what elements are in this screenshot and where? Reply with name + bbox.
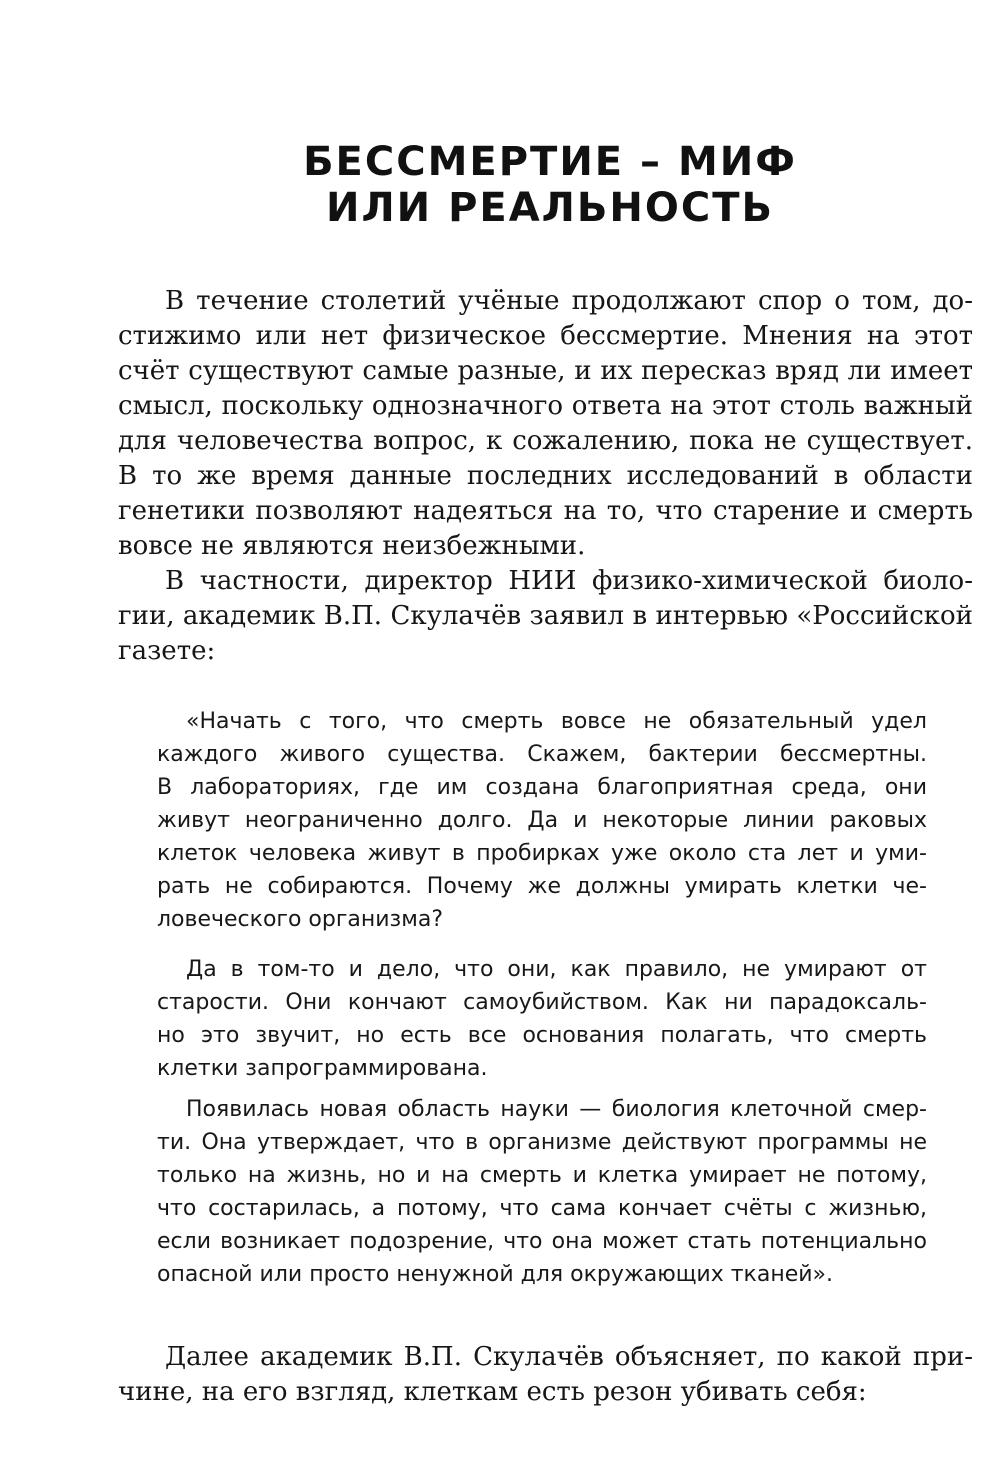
quote-line: рать не собираются. Почему же должны умирать клетки че- (157, 874, 927, 899)
text-line: стижимо или нет физическое бессмертие. Мнения на этот (118, 321, 973, 351)
text-line: В течение столетий учёные продолжают спор о том, до- (165, 286, 973, 316)
text-line: газете: (118, 636, 216, 666)
quote-line: Да в том-то и дело, что они, как правило, не умирают от (186, 957, 927, 982)
chapter-title-line-2: ИЛИ РЕАЛЬНОСТЬ (325, 185, 775, 231)
quote-line: каждого живого существа. Скажем, бактерии бессмертны. (157, 742, 927, 767)
chapter-title-line-1: БЕССМЕРТИЕ – МИФ (303, 139, 797, 185)
text-line: счёт существуют самые разные, и их пересказ вряд ли имеет (118, 356, 973, 386)
text-line: В то же время данные последних исследований в области (118, 461, 973, 491)
text-line: для человечества вопрос, к сожалению, пока не существует. (118, 426, 973, 456)
quote-line: живут неограниченно долго. Да и некоторые линии раковых (157, 808, 927, 833)
quote-line: опасной или просто ненужной для окружающих тканей». (157, 1262, 833, 1287)
text-line: Далее академик В.П. Скулачёв объясняет, по какой при- (165, 1342, 973, 1372)
text-line: генетики позволяют надеяться на то, что старение и смерть (118, 496, 973, 526)
quote-line: только на жизнь, но и на смерть и клетка умирает не потому, (157, 1163, 927, 1188)
quote-line: Появилась новая область науки — биология клеточной смер- (186, 1097, 927, 1122)
quote-line: ловеческого организма? (157, 907, 444, 932)
quote-line: что состарилась, а потому, что сама кончает счёты с жизнью, (157, 1196, 927, 1221)
text-line: смысл, поскольку однозначного ответа на этот столь важный (118, 391, 973, 421)
text-line: В частности, директор НИИ физико-химической биоло- (165, 566, 973, 596)
quote-line: старости. Они кончают самоубийством. Как ни парадоксаль- (157, 990, 927, 1015)
text-line: гии, академик В.П. Скулачёв заявил в интервью «Российской (118, 601, 973, 631)
quote-line: но это звучит, но есть все основания полагать, что смерть (157, 1023, 927, 1048)
quote-line: ти. Она утверждает, что в организме действуют программы не (157, 1130, 927, 1155)
quote-line: клеток человека живут в пробирках уже около ста лет и уми- (157, 841, 927, 866)
text-line: чине, на его взгляд, клеткам есть резон убивать себя: (118, 1377, 867, 1407)
quote-line: «Начать с того, что смерть вовсе не обязательный удел (186, 709, 927, 734)
text-line: вовсе не являются неизбежными. (118, 531, 586, 561)
quote-line: В лабораториях, где им создана благоприятная среда, они (157, 775, 927, 800)
quote-line: клетки запрограммирована. (157, 1056, 488, 1081)
quote-line: если возникает подозрение, что она может стать потенциально (157, 1229, 927, 1254)
